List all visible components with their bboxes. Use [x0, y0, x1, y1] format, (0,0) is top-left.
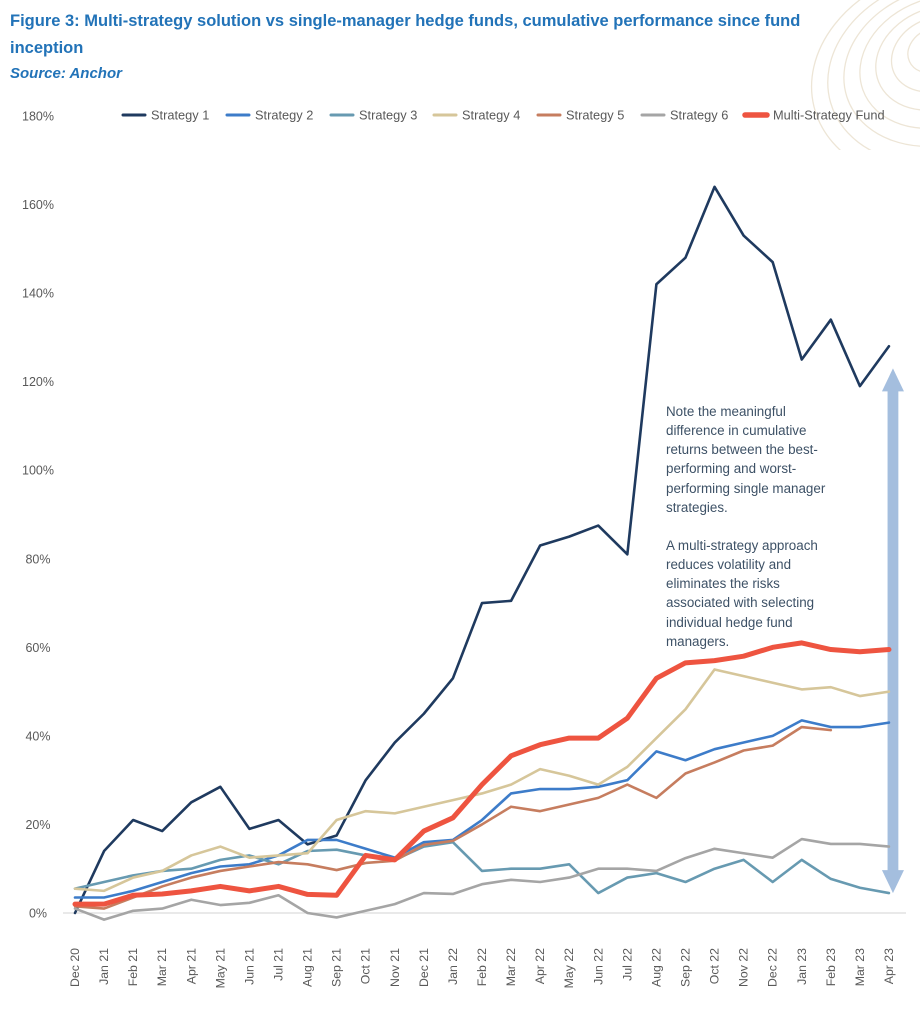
x-axis-tick-label: Dec 22 [765, 948, 780, 987]
legend-label: Strategy 4 [462, 107, 521, 123]
range-arrow [882, 368, 904, 893]
chart-annotation [666, 402, 846, 670]
x-axis-tick-label: Jan 22 [445, 948, 460, 985]
y-axis-tick-label: 20% [25, 817, 51, 832]
x-axis-tick-label: Apr 23 [881, 948, 896, 985]
x-axis-tick-label: Nov 21 [387, 948, 402, 987]
x-axis-tick-label: Mar 23 [852, 948, 867, 987]
legend-label: Multi-Strategy Fund [773, 107, 885, 123]
legend-label: Strategy 6 [670, 107, 729, 123]
y-axis-tick-label: 60% [25, 640, 51, 655]
y-axis-tick-label: 180% [22, 109, 54, 124]
figure-source: Source: Anchor [10, 65, 122, 83]
x-axis-tick-label: Sep 22 [678, 948, 693, 987]
x-axis-tick-label: Jan 23 [794, 948, 809, 985]
x-axis-tick-label: Jul 22 [620, 948, 635, 981]
x-axis-tick-label: Oct 21 [358, 948, 373, 985]
legend-label: Strategy 2 [255, 107, 314, 123]
series-strategy-6 [75, 839, 889, 920]
y-axis-tick-label: 160% [22, 198, 54, 213]
figure-header [10, 8, 855, 86]
y-axis-tick-label: 100% [22, 463, 54, 478]
x-axis-tick-label: Apr 21 [184, 948, 199, 985]
legend-label: Strategy 3 [359, 107, 418, 123]
x-axis-tick-label: Apr 22 [533, 948, 548, 985]
x-axis-tick-label: Jan 21 [97, 948, 112, 985]
range-arrow-head-up [882, 368, 904, 391]
x-axis-tick-label: Dec 20 [68, 948, 82, 987]
x-axis-tick-label: Jul 21 [271, 948, 286, 981]
legend-item-strategy-2 [227, 108, 313, 123]
series-line [75, 839, 889, 920]
range-arrow-shaft [888, 389, 899, 872]
x-axis-tick-label: May 21 [213, 948, 228, 989]
y-axis-tick-label: 140% [22, 286, 54, 301]
x-axis-tick-label: Aug 22 [649, 948, 664, 987]
range-arrow-head-down [882, 870, 904, 893]
x-axis-tick-label: Feb 23 [823, 948, 838, 987]
annotation-paragraph-2: A multi-strategy approach reduces volatility and eliminates the risks associated with selecting individual hedge fund managers. [666, 537, 818, 649]
legend-label: Strategy 1 [151, 107, 210, 123]
x-axis-tick-label: Dec 21 [416, 948, 431, 987]
x-axis-tick-label: May 22 [562, 948, 577, 989]
x-axis-tick-label: Jun 21 [242, 948, 257, 985]
figure-title: Figure 3: Multi-strategy solution vs single-manager hedge funds, cumulative performance since fund inception [10, 12, 801, 57]
x-axis-tick-label: Jun 22 [591, 948, 606, 985]
y-axis-labels [22, 109, 54, 920]
legend-item-multi-strategy-fund [745, 108, 885, 123]
legend-item-strategy-6 [642, 108, 728, 123]
x-axis-tick-label: Nov 22 [736, 948, 751, 987]
x-axis-tick-label: Aug 21 [300, 948, 315, 987]
legend-item-strategy-3 [331, 108, 417, 123]
legend-item-strategy-5 [538, 108, 624, 123]
x-axis-tick-label: Mar 21 [155, 948, 170, 987]
x-axis-tick-label: Feb 21 [126, 948, 141, 987]
y-axis-tick-label: 120% [22, 375, 54, 390]
x-axis-labels [68, 948, 896, 988]
y-axis-tick-label: 80% [25, 552, 51, 567]
x-axis-tick-label: Sep 21 [329, 948, 344, 987]
legend-label: Strategy 5 [566, 107, 625, 123]
x-axis-tick-label: Oct 22 [707, 948, 722, 985]
legend [123, 108, 885, 123]
annotation-paragraph-1: Note the meaningful difference in cumulative returns between the best-performing and worst-performing single manager strategies. [666, 404, 826, 515]
x-axis-tick-label: Feb 22 [474, 948, 489, 987]
legend-item-strategy-1 [123, 108, 209, 123]
y-axis-tick-label: 40% [25, 729, 51, 744]
x-axis-tick-label: Mar 22 [504, 948, 519, 987]
legend-item-strategy-4 [434, 108, 520, 123]
y-axis-tick-label: 0% [28, 906, 48, 921]
